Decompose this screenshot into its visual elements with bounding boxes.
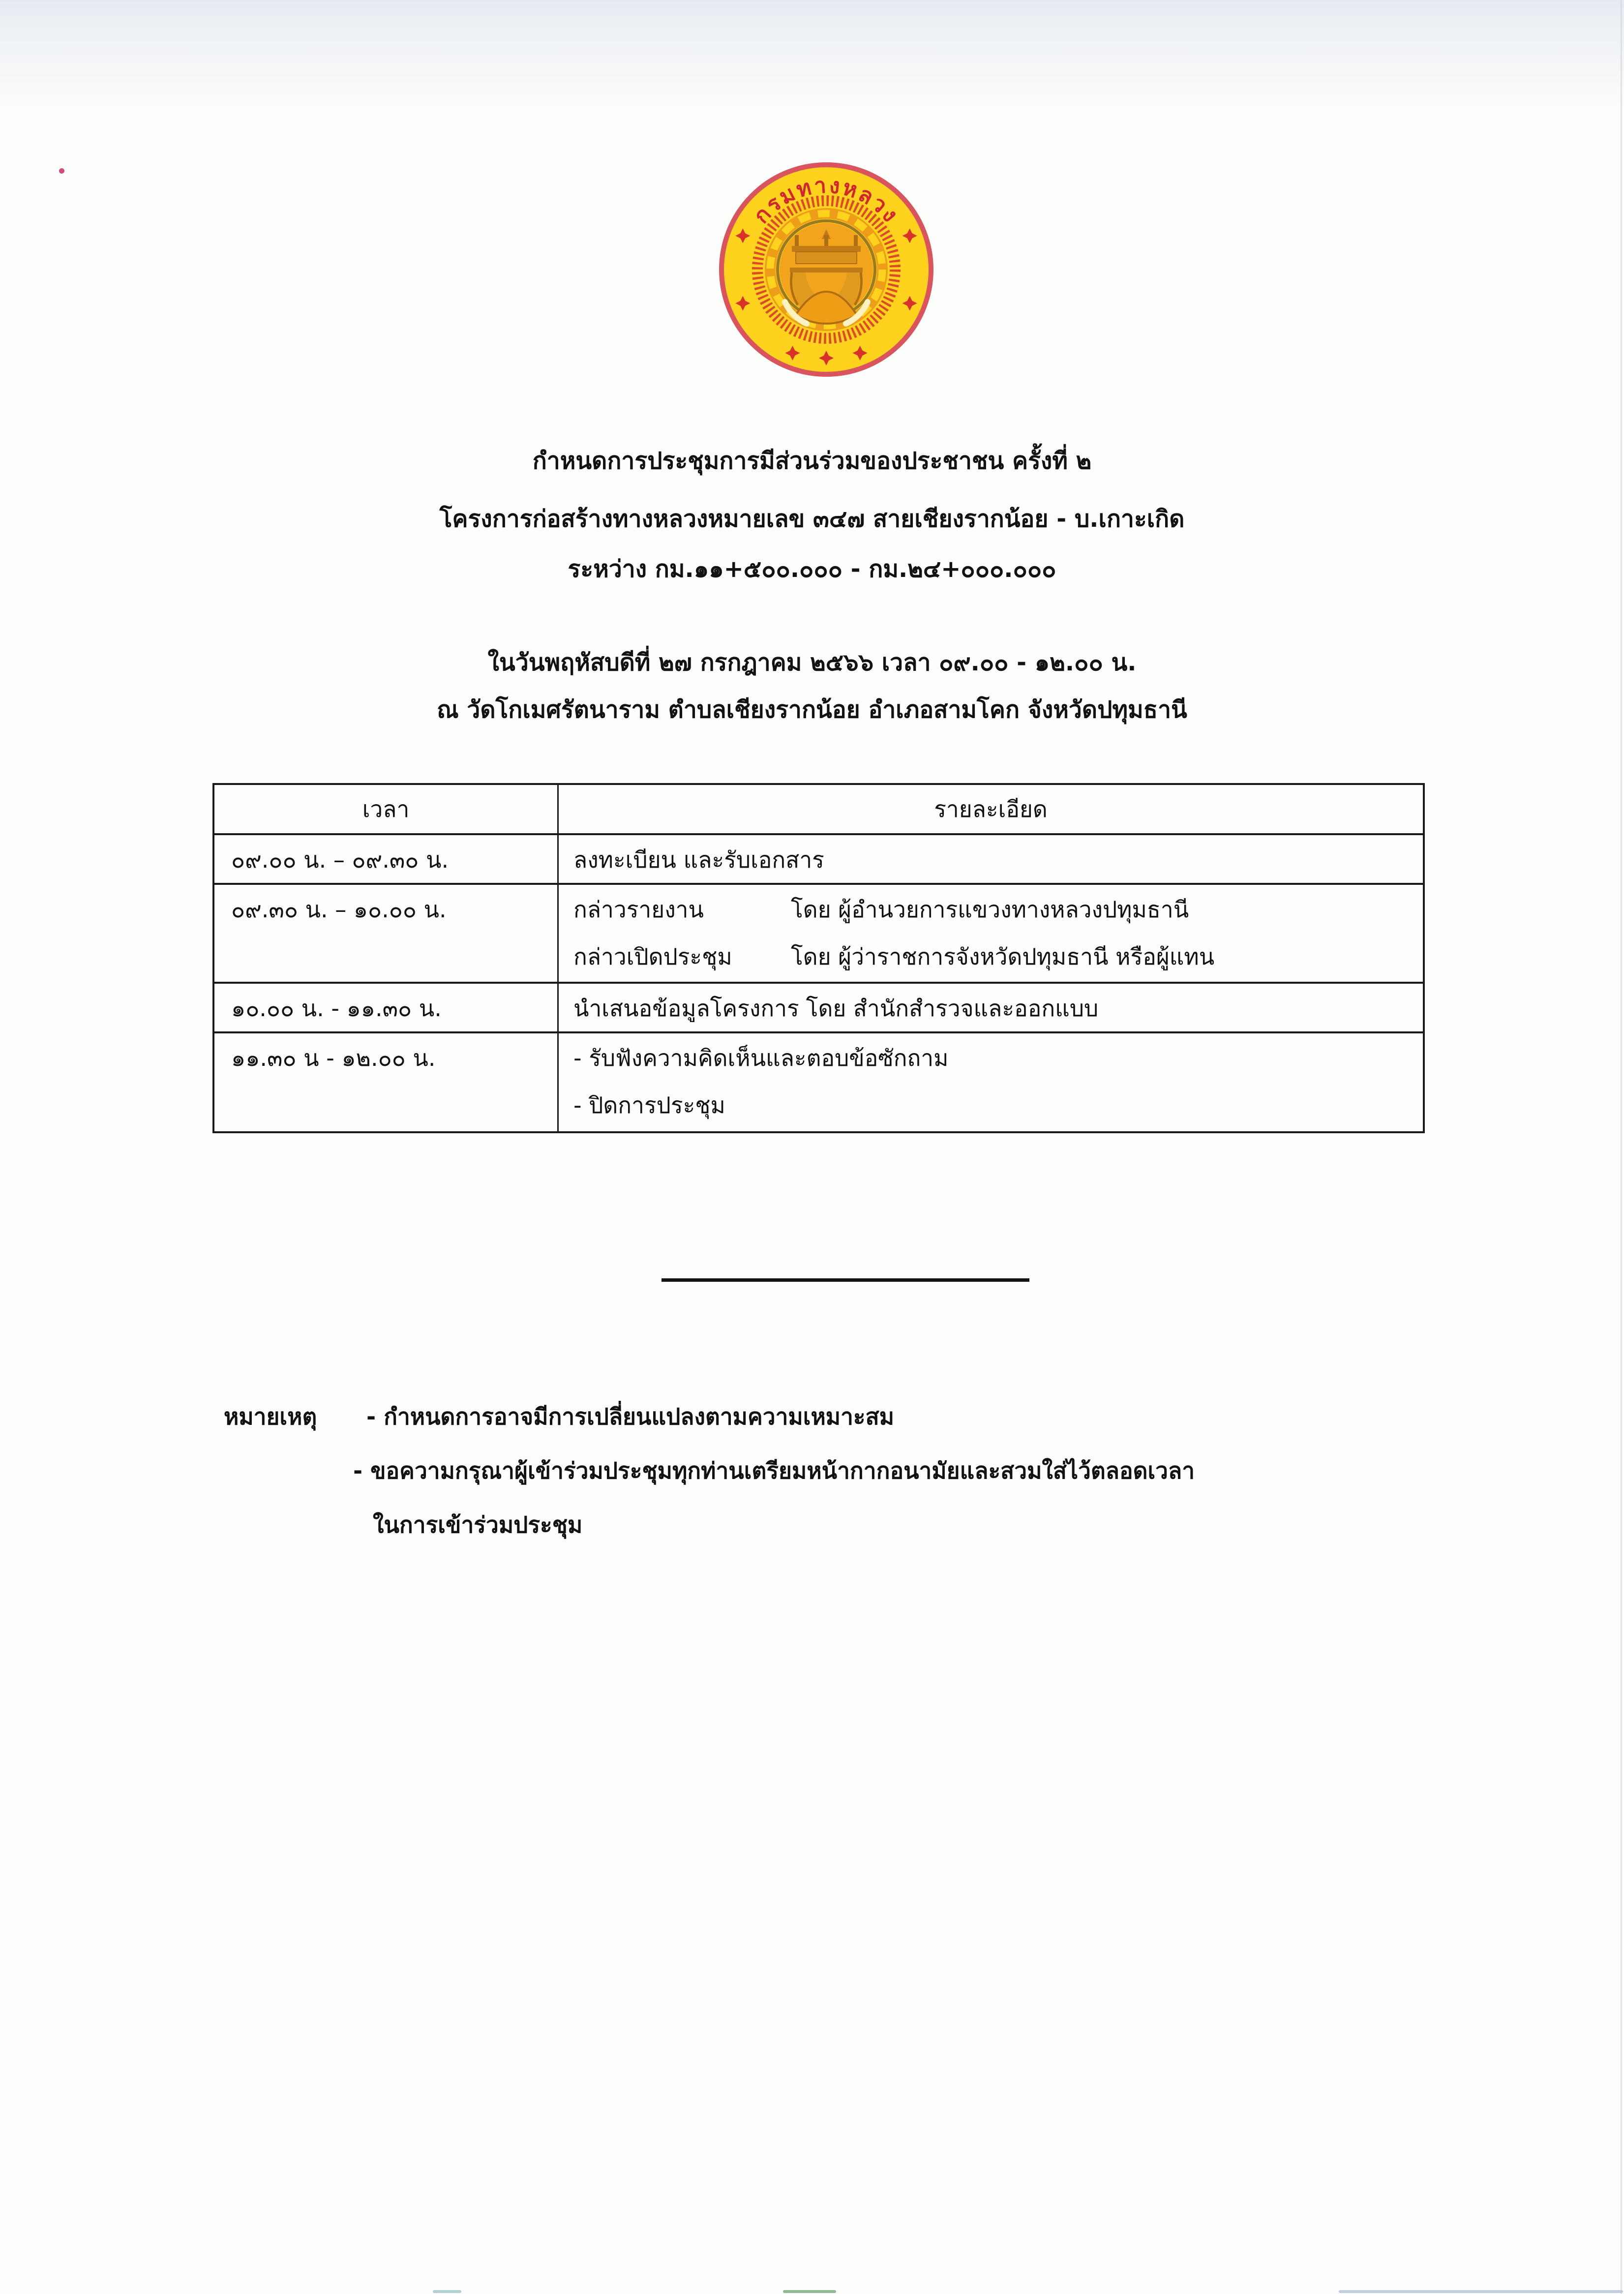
detail-cell: [559, 1033, 1423, 1131]
header-details: รายละเอียด: [934, 795, 1048, 822]
divider-rule: [662, 1278, 1029, 1282]
meeting-date-line: ในวันพฤหัสบดีที่ ๒๗ กรกฎาคม ๒๕๖๖ เวลา ๐๙.๐๐ - ๑๒.๐๐ น.: [487, 649, 1137, 676]
scan-right-edge: [1621, 0, 1622, 2294]
table-row: [214, 883, 1423, 982]
red-speck-artifact: [59, 168, 64, 174]
time-cell: ๑๐.๐๐ น. - ๑๑.๓๐ น.: [214, 984, 559, 1031]
detail-cell: [559, 885, 1423, 982]
notes-label: หมายเหตุ: [224, 1403, 317, 1430]
scan-bottom-edge-teal: [433, 2290, 461, 2293]
table-row: [214, 1031, 1423, 1131]
time-cell: ๐๙.๓๐ น. – ๑๐.๐๐ น.: [214, 885, 559, 982]
detail-line: - ปิดการประชุม: [573, 1092, 725, 1118]
table-row: [214, 982, 1423, 1031]
schedule-table: [212, 783, 1425, 1133]
note-line-3: ในการเข้าร่วมประชุม: [373, 1511, 583, 1538]
note-line-2: - ขอความกรุณาผู้เข้าร่วมประชุมทุกท่านเตรียมหน้ากากอนามัยและสวมใส่ไว้ตลอดเวลา: [353, 1457, 1195, 1484]
table-row: [214, 833, 1423, 883]
meeting-venue-line: ณ วัดโกเมศรัตนาราม ตำบลเชียงรากน้อย อำเภอสามโคก จังหวัดปทุมธานี: [437, 696, 1187, 724]
detail-line: นำเสนอข้อมูลโครงการ โดย สำนักสำรวจและออกแบบ: [573, 995, 1099, 1022]
seal-arc-text: กรมทางหลวง: [749, 173, 904, 229]
detail-cell: [559, 835, 1423, 883]
scan-bottom-edge-green: [783, 2290, 836, 2293]
title-line-1: กำหนดการประชุมการมีส่วนร่วมของประชาชน ครั้งที่ ๒: [532, 447, 1092, 475]
scan-bottom-edge-blue: [1339, 2290, 1623, 2293]
scan-top-shadow: [0, 0, 1624, 148]
department-of-highways-seal-icon: [718, 161, 934, 378]
title-line-3: ระหว่าง กม.๑๑+๕๐๐.๐๐๐ - กม.๒๔+๐๐๐.๐๐๐: [568, 555, 1056, 583]
detail-line: - รับฟังความคิดเห็นและตอบข้อซักถาม: [573, 1045, 949, 1071]
detail-line: ลงทะเบียน และรับเอกสาร: [573, 846, 824, 873]
title-line-2: โครงการก่อสร้างทางหลวงหมายเลข ๓๔๗ สายเชียงรากน้อย - บ.เกาะเกิด: [439, 505, 1185, 533]
note-line-1: - กำหนดการอาจมีการเปลี่ยนแปลงตามความเหมาะสม: [366, 1403, 895, 1430]
detail-cell: [559, 984, 1423, 1031]
detail-line: กล่าวรายงาน โดย ผู้อำนวยการแขวงทางหลวงปทุมธานี: [573, 896, 1189, 923]
time-cell: ๐๙.๐๐ น. – ๐๙.๓๐ น.: [214, 835, 559, 883]
time-cell: ๑๑.๓๐ น - ๑๒.๐๐ น.: [214, 1033, 559, 1131]
header-time: เวลา: [214, 785, 559, 833]
detail-line: กล่าวเปิดประชุม โดย ผู้ว่าราชการจังหวัดปทุมธานี หรือผู้แทน: [573, 943, 1215, 970]
table-header-row: [214, 785, 1423, 833]
